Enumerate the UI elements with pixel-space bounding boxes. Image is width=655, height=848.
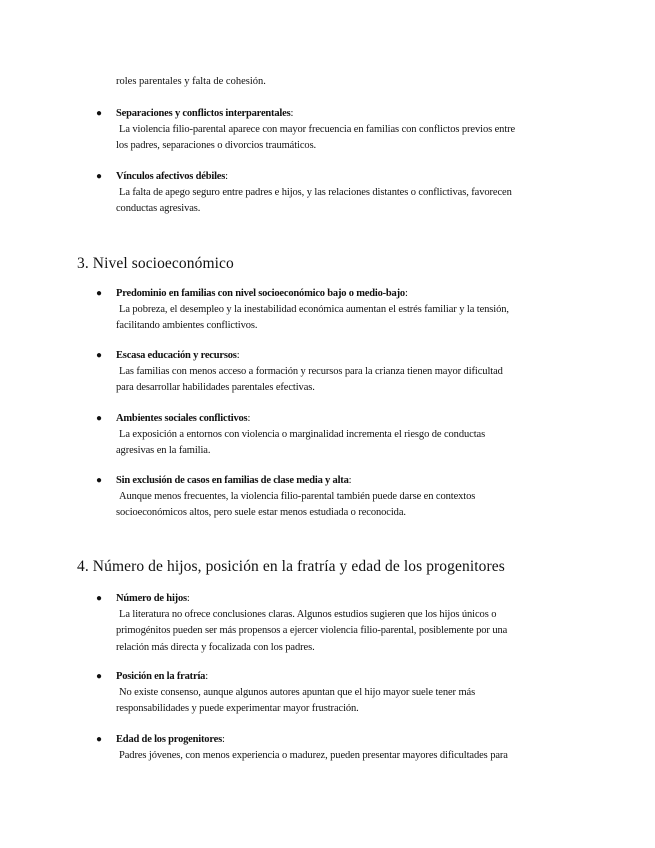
item-colon: : <box>205 671 209 682</box>
item-description-line: primogénitos pueden ser más propensos a ejercer violencia filio-parental, posiblemente por una <box>116 625 508 637</box>
section-heading-nivel-socioeconomico: 3. Nivel socioeconómico <box>77 255 234 272</box>
item-colon: : <box>186 593 190 604</box>
item-title: Separaciones y conflictos interparentales <box>116 108 291 119</box>
list-item-separaciones <box>96 106 586 155</box>
item-colon: : <box>290 108 294 119</box>
bullet-icon: ● <box>96 413 103 424</box>
item-description-line: los padres, separaciones o divorcios traumáticos. <box>116 140 317 152</box>
item-description-line: La violencia filio-parental aparece con mayor frecuencia en familias con conflictos previos entre <box>119 124 516 136</box>
bullet-icon: ● <box>96 593 103 604</box>
item-title: Ambientes sociales conflictivos <box>116 413 248 424</box>
item-title: Edad de los progenitores <box>116 734 222 745</box>
list-item-escasa-educacion <box>96 348 586 397</box>
item-title: Escasa educación y recursos <box>116 350 237 361</box>
list-item-numero-hijos <box>96 591 586 656</box>
item-description-line: La exposición a entornos con violencia o marginalidad incrementa el riesgo de conductas <box>119 429 486 441</box>
item-colon: : <box>236 350 240 361</box>
bullet-icon: ● <box>96 288 103 299</box>
item-description-line: No existe consenso, aunque algunos autores apuntan que el hijo mayor suele tener más <box>119 687 476 699</box>
item-description-line: La pobreza, el desempleo y la inestabilidad económica aumentan el estrés familiar y la tensión, <box>119 304 509 316</box>
item-title: Número de hijos <box>116 593 187 604</box>
item-description-line: para desarrollar habilidades parentales efectivas. <box>116 382 315 394</box>
item-description-line: La literatura no ofrece conclusiones claras. Algunos estudios sugieren que los hijos únicos o <box>119 609 497 621</box>
item-colon: : <box>404 288 408 299</box>
item-description-line: responsabilidades y puede experimentar mayor frustración. <box>116 703 359 715</box>
item-title: Posición en la fratría <box>116 671 206 682</box>
item-description-line: relación más directa y focalizada con los padres. <box>116 641 315 653</box>
item-colon: : <box>348 475 352 486</box>
item-description-line: agresivas en la familia. <box>116 445 211 457</box>
item-title: Sin exclusión de casos en familias de clase media y alta <box>116 475 349 486</box>
bullet-icon: ● <box>96 475 103 486</box>
continuation-text: roles parentales y falta de cohesión. <box>116 76 266 87</box>
list-item-posicion-fratria <box>96 669 586 718</box>
item-title: Vínculos afectivos débiles <box>116 171 226 182</box>
item-colon: : <box>247 413 251 424</box>
bullet-icon: ● <box>96 108 103 119</box>
item-description-line: Aunque menos frecuentes, la violencia filio-parental también puede darse en contextos <box>119 491 476 503</box>
list-item-sin-exclusion <box>96 473 586 522</box>
item-description-line: Padres jóvenes, con menos experiencia o madurez, pueden presentar mayores dificultades para <box>119 750 508 762</box>
bullet-icon: ● <box>96 350 103 361</box>
list-item-vinculos <box>96 169 586 218</box>
item-title: Predominio en familias con nivel socioeconómico bajo o medio-bajo <box>116 288 405 299</box>
item-description-line: conductas agresivas. <box>116 203 201 215</box>
bullet-icon: ● <box>96 171 103 182</box>
item-colon: : <box>221 734 225 745</box>
bullet-icon: ● <box>96 734 103 745</box>
section-heading-numero-de-hijos: 4. Número de hijos, posición en la fratría y edad de los progenitores <box>77 558 505 575</box>
item-description-line: socioeconómicos altos, pero suele estar menos estudiada o reconocida. <box>116 507 406 519</box>
item-description-line: Las familias con menos acceso a formación y recursos para la crianza tienen mayor dificultad <box>119 366 503 378</box>
list-item-ambientes-sociales <box>96 411 586 460</box>
item-description-line: facilitando ambientes conflictivos. <box>116 320 258 332</box>
item-description-line: La falta de apego seguro entre padres e hijos, y las relaciones distantes o conflictivas, favorecen <box>119 187 512 199</box>
list-item-edad-progenitores <box>96 732 586 764</box>
item-colon: : <box>225 171 229 182</box>
list-item-predominio <box>96 286 586 335</box>
bullet-icon: ● <box>96 671 103 682</box>
